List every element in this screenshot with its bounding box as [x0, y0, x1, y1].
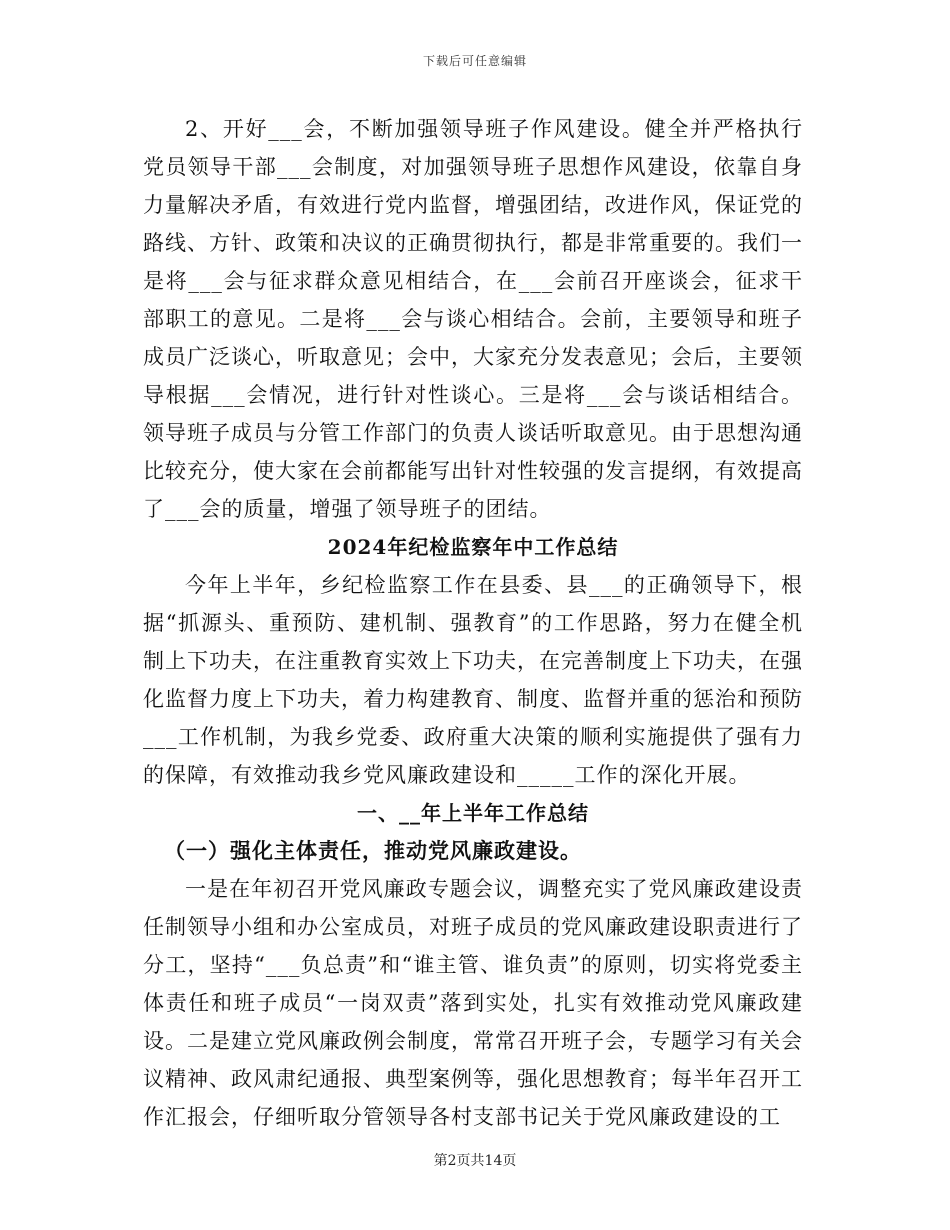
section-heading: 一、__年上半年工作总结	[357, 801, 589, 825]
document-body	[143, 110, 803, 1136]
subsection-heading: （一）强化主体责任，推动党风廉政建设。	[164, 838, 582, 863]
paragraph-meeting: 2、开好___会，不断加强领导班子作风建设。健全并严格执行党员领导干部___会制度，对加强领导班子思想作风建设，依靠自身力量解决矛盾，有效进行党内监督，增强团结，改进作风，保证党的路线、方针、政策和决议的正确贯彻执行，都是非常重要的。我们一是将___会与征求群众意见相结合，在___会前召开座谈会，征求干部职工的意见。二是将___会与谈心相结合。会前，主要领导和班子成员广泛谈心，听取意见；会中，大家充分发表意见；会后，主要领导根据___会情况，进行针对性谈心。三是将___会与谈话相结合。领导班子成员与分管工作部门的负责人谈话听取意见。由于思想沟通比较充分，使大家在会前都能写出针对性较强的发言提纲，有效提高了___会的质量，增强了领导班子的团结。	[143, 117, 803, 521]
page-header: 下载后可任意编辑	[422, 54, 527, 68]
paragraph-responsibility: 一是在年初召开党风廉政专题会议，调整充实了党风廉政建设责任制领导小组和办公室成员，对班子成员的党风廉政建设职责进行了分工，坚持“___负总责”和“谁主管、谁负责”的原则，切实将党委主体责任和班子成员“一岗双责”落到实处，扎实有效推动党风廉政建设。二是建立党风廉政例会制度，常常召开班子会，专题学习有关会议精神、政风肃纪通报、典型案例等，强化思想教育；每半年召开工作汇报会，仔细听取分管领导各村支部书记关于党风廉政建设的工	[143, 877, 803, 1129]
document-title: 2024年纪检监察年中工作总结	[327, 535, 619, 559]
paragraph-intro: 今年上半年，乡纪检监察工作在县委、县___的正确领导下，根据“抓源头、重预防、建机制、强教育”的工作思路，努力在健全机制上下功夫，在注重教育实效上下功夫，在完善制度上下功夫，在强化监督力度上下功夫，着力构建教育、制度、监督并重的惩治和预防___工作机制，为我乡党委、政府重大决策的顺利实施提供了强有力的保障，有效推动我乡党风廉政建设和_____工作的深化开展。	[143, 573, 803, 787]
page-number: 第2页共14页	[433, 1153, 517, 1169]
